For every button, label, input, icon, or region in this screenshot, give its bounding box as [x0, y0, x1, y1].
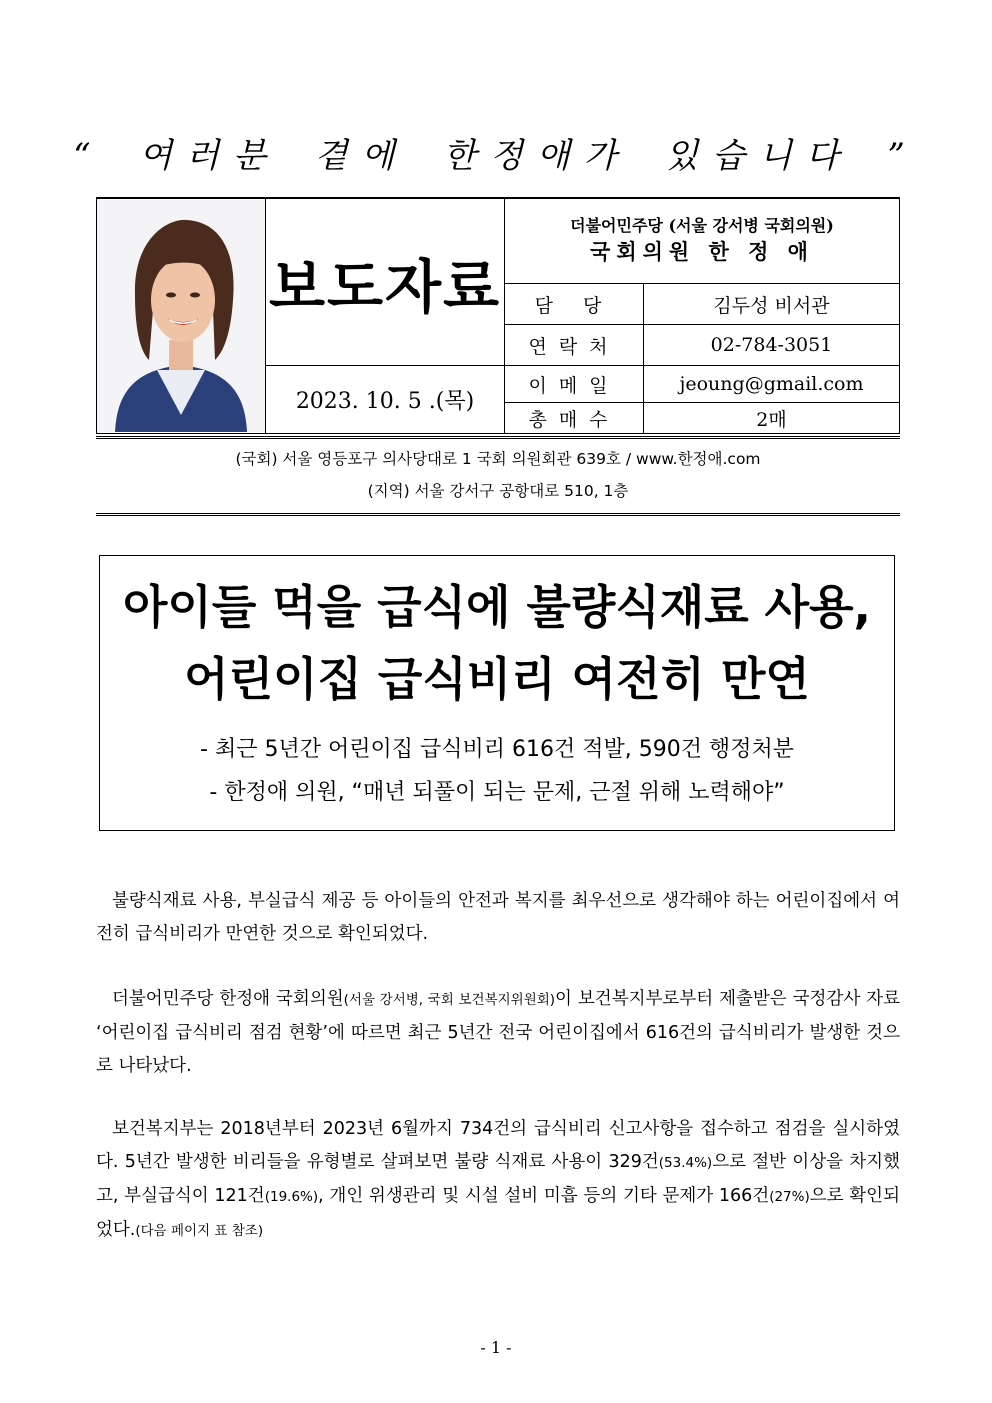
slogan: “ 여러분 곁에 한정애가 있습니다 ”	[73, 136, 919, 176]
body-note: (다음 페이지 표 참조)	[135, 1223, 264, 1239]
body-text: 으로 절반 이상을 차지했고, 부실급식이 121건	[96, 1152, 900, 1206]
release-date: 2023. 10. 5 .(목)	[266, 366, 505, 434]
headline-line-1: 아이들 먹을 급식에 불량식재료 사용,	[122, 580, 872, 634]
document-type-title: 보도자료	[266, 198, 505, 366]
party-affiliation: 더불어민주당 (서울 강서병 국회의원)	[570, 216, 834, 236]
body-paragraph-3	[96, 1113, 900, 1248]
body-text: 이 보건복지부로부터 제출받은 국정감사 자료 ‘어린이집 급식비리 점검 현황’에 따르면 최근 5년간 전국 어린이집에서 616건의 급식비리가 발생한 것으로 나타났다.	[96, 989, 900, 1076]
headline-box	[99, 555, 895, 831]
profile-photo-cell	[97, 198, 266, 434]
national-assembly-address: (국회) 서울 영등포구 의사당대로 1 국회 의원회관 639호 / www.한정애.com	[235, 450, 761, 468]
contact-value: 2매	[644, 403, 900, 434]
member-name: 국회의원 한 정 애	[590, 239, 814, 265]
issuer-cell	[505, 198, 900, 284]
contact-value[interactable]: jeoung@gmail.com	[644, 366, 900, 403]
body-note: (27%)	[769, 1189, 810, 1205]
contact-label: 총매수	[505, 403, 644, 434]
contact-label: 이메일	[505, 366, 644, 403]
body-text: , 개인 위생관리 및 시설 설비 미흡 등의 기타 문제가 166건	[318, 1186, 770, 1206]
body-text: 더불어민주당 한정애 국회의원	[112, 989, 344, 1009]
subheadline-1: - 최근 5년간 어린이집 급식비리 616건 적발, 590건 행정처분	[200, 737, 794, 762]
address-block	[96, 436, 900, 516]
contact-value: 김두성 비서관	[644, 284, 900, 325]
subheadline-2: - 한정애 의원, “매년 되풀이 되는 문제, 근절 위해 노력해야”	[209, 780, 785, 805]
contact-label: 담 당	[505, 284, 644, 325]
body-text: 으로 확인되었다.	[96, 1186, 900, 1240]
profile-photo	[97, 200, 265, 432]
press-release-header	[96, 197, 900, 434]
body-paragraph-1: 불량식재료 사용, 부실급식 제공 등 아이들의 안전과 복지를 최우선으로 생각해야 하는 어린이집에서 여전히 급식비리가 만연한 것으로 확인되었다.	[96, 891, 900, 944]
page-number: - 1 -	[480, 1338, 512, 1357]
headline-line-2: 어린이집 급식비리 여전히 만연	[184, 652, 810, 706]
body-note: (53.4%)	[658, 1155, 713, 1171]
contact-value: 02-784-3051	[644, 325, 900, 366]
body-note: (19.6%)	[264, 1189, 319, 1205]
body-text: 보건복지부는 2018년부터 2023년 6월까지 734건의 급식비리 신고사항을 접수하고 점검을 실시하였다. 5년간 발생한 비리들을 유형별로 살펴보면 불량 식재료 사용이 329건	[96, 1119, 900, 1172]
body-note: (서울 강서병, 국회 보건복지위원회)	[343, 992, 556, 1008]
local-office-address: (지역) 서울 강서구 공항대로 510, 1층	[367, 482, 629, 500]
body-paragraph-2	[96, 983, 900, 1083]
contact-label: 연락처	[505, 325, 644, 366]
